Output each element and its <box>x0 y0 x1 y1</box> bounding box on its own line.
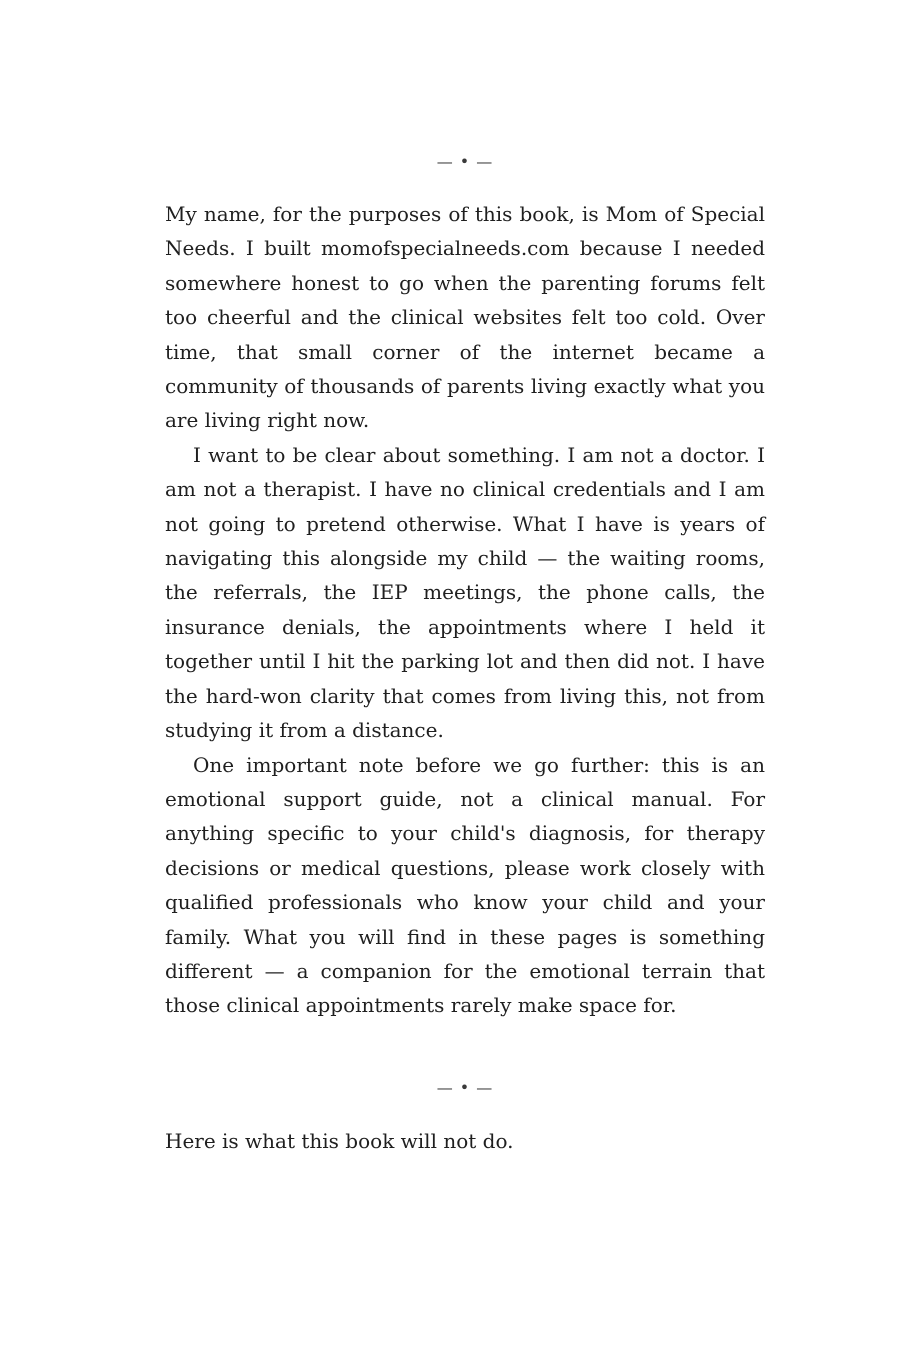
section-separator: — • — <box>436 152 494 171</box>
paragraph-disclaimer: One important note before we go further: this is an emotional support guide, not a clinical manual. For anything specific to your child's diagnosis, for therapy decisions or medical questions, please work closely with qualified professionals who know your child and your family. What you will find in these pages is something different — a companion for the emotional terrain that those clinical appointments rarely make space for. <box>165 752 765 1018</box>
section-separator: — • — <box>436 1078 494 1097</box>
body-text-continued <box>165 1124 765 1158</box>
paragraph-closing: Here is what this book will not do. <box>165 1129 514 1153</box>
body-text <box>165 197 765 1023</box>
paragraph-intro: My name, for the purposes of this book, is Mom of Special Needs. I built momofspecialneeds.com because I needed somewhere honest to go when the parenting forums felt too cheerful and the clinical websites felt too cold. Over time, that small corner of the internet became a community of thousands of parents living exactly what you are living right now. <box>165 202 765 433</box>
paragraph-credentials: I want to be clear about something. I am not a doctor. I am not a therapist. I have no clinical credentials and I am not going to pretend otherwise. What I have is years of navigating this alongside my child — the waiting rooms, the referrals, the IEP meetings, the phone calls, the insurance denials, the appointments where I held it together until I hit the parking lot and then did not. I have the hard-won clarity that comes from living this, not from studying it from a distance. <box>165 442 765 743</box>
